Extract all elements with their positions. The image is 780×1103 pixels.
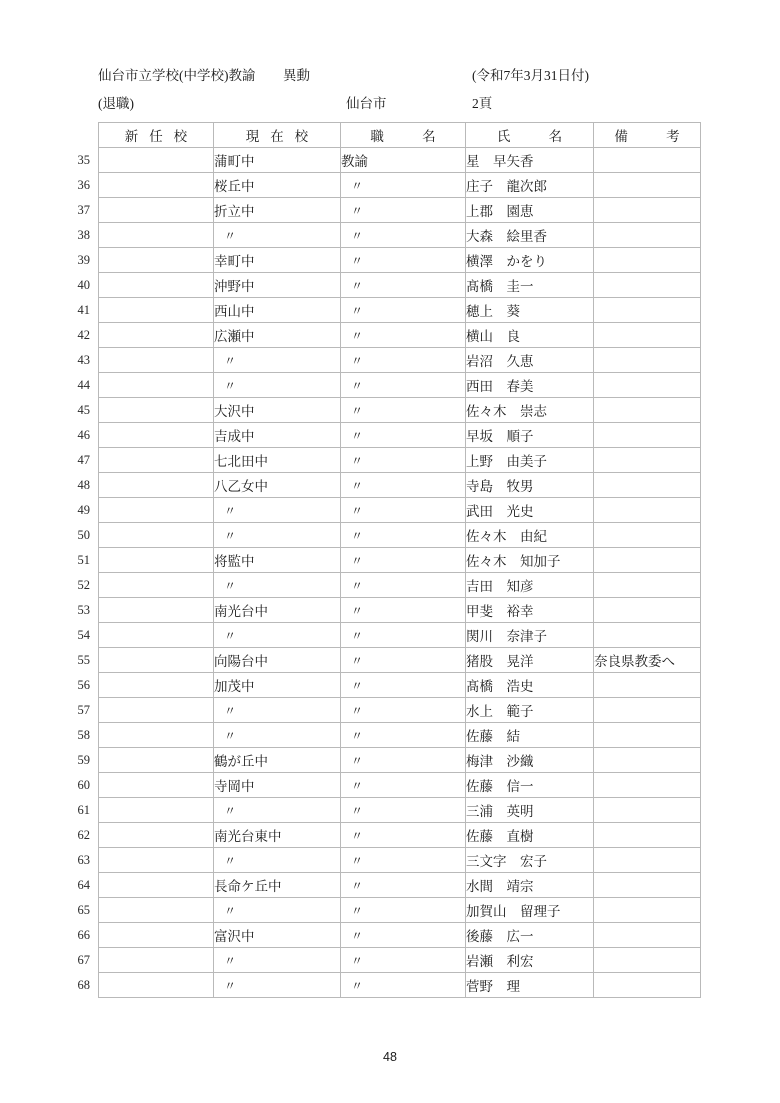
cell-name: 佐藤 信一	[466, 773, 594, 798]
row-number: 53	[77, 603, 90, 617]
cell-new-school	[99, 598, 214, 623]
cell-name: 佐藤 直樹	[466, 823, 594, 848]
cell-new-school	[99, 873, 214, 898]
cell-new-school	[99, 248, 214, 273]
cell-new-school	[99, 648, 214, 673]
cell-name: 早坂 順子	[466, 423, 594, 448]
cell-current-school: 長命ケ丘中	[214, 873, 341, 898]
row-number: 63	[77, 853, 90, 867]
cell-name: 後藤 広一	[466, 923, 594, 948]
cell-job-title: 〃	[341, 498, 466, 523]
cell-name: 穂上 葵	[466, 298, 594, 323]
cell-remarks	[594, 148, 701, 173]
row-number: 36	[77, 178, 90, 192]
cell-name: 佐々木 崇志	[466, 398, 594, 423]
cell-new-school	[99, 498, 214, 523]
cell-current-school: 大沢中	[214, 398, 341, 423]
cell-new-school	[99, 223, 214, 248]
column-header-job-title: 職 名	[341, 123, 466, 148]
cell-job-title: 〃	[341, 598, 466, 623]
cell-remarks	[594, 673, 701, 698]
cell-job-title: 〃	[341, 823, 466, 848]
cell-remarks	[594, 748, 701, 773]
table-header-row	[99, 123, 701, 148]
cell-current-school: 〃	[214, 898, 341, 923]
cell-remarks	[594, 948, 701, 973]
cell-remarks	[594, 773, 701, 798]
table-header	[99, 123, 701, 148]
sheet-page-label: 2頁	[472, 96, 493, 111]
cell-name: 寺島 牧男	[466, 473, 594, 498]
cell-name: 関川 奈津子	[466, 623, 594, 648]
row-number: 51	[77, 553, 90, 567]
table-row	[99, 323, 701, 348]
cell-new-school	[99, 748, 214, 773]
cell-remarks	[594, 498, 701, 523]
cell-remarks	[594, 898, 701, 923]
cell-current-school: 蒲町中	[214, 148, 341, 173]
cell-new-school	[99, 298, 214, 323]
cell-remarks	[594, 798, 701, 823]
cell-job-title: 〃	[341, 248, 466, 273]
effective-date: (令和7年3月31日付)	[472, 68, 589, 83]
status-label: (退職)	[98, 96, 134, 111]
table-row	[99, 523, 701, 548]
cell-remarks	[594, 848, 701, 873]
table-row	[99, 698, 701, 723]
row-number: 49	[77, 503, 90, 517]
cell-name: 梅津 沙織	[466, 748, 594, 773]
row-number: 40	[77, 278, 90, 292]
cell-current-school: 〃	[214, 623, 341, 648]
cell-remarks	[594, 923, 701, 948]
cell-job-title: 〃	[341, 423, 466, 448]
cell-new-school	[99, 548, 214, 573]
cell-current-school: 折立中	[214, 198, 341, 223]
column-header-current-school: 現 在 校	[214, 123, 341, 148]
cell-job-title: 〃	[341, 973, 466, 998]
cell-name: 庄子 龍次郎	[466, 173, 594, 198]
cell-name: 西田 春美	[466, 373, 594, 398]
table-body	[99, 148, 701, 998]
cell-new-school	[99, 623, 214, 648]
cell-current-school: 幸町中	[214, 248, 341, 273]
row-number: 56	[77, 678, 90, 692]
cell-remarks	[594, 198, 701, 223]
row-number: 60	[77, 778, 90, 792]
cell-name: 上野 由美子	[466, 448, 594, 473]
table-row	[99, 373, 701, 398]
cell-current-school: 西山中	[214, 298, 341, 323]
cell-job-title: 〃	[341, 473, 466, 498]
cell-remarks	[594, 698, 701, 723]
cell-current-school: 〃	[214, 498, 341, 523]
cell-job-title: 〃	[341, 623, 466, 648]
row-number: 38	[77, 228, 90, 242]
table-row	[99, 648, 701, 673]
cell-job-title: 〃	[341, 173, 466, 198]
row-number: 39	[77, 253, 90, 267]
cell-new-school	[99, 848, 214, 873]
cell-job-title: 〃	[341, 923, 466, 948]
cell-name: 佐藤 結	[466, 723, 594, 748]
cell-current-school: 南光台東中	[214, 823, 341, 848]
row-number: 47	[77, 453, 90, 467]
row-number: 48	[77, 478, 90, 492]
table-row	[99, 248, 701, 273]
table-row	[99, 273, 701, 298]
cell-current-school: 寺岡中	[214, 773, 341, 798]
cell-remarks	[594, 373, 701, 398]
row-number: 52	[77, 578, 90, 592]
cell-job-title: 〃	[341, 548, 466, 573]
cell-remarks	[594, 248, 701, 273]
cell-name: 吉田 知彦	[466, 573, 594, 598]
cell-new-school	[99, 423, 214, 448]
cell-current-school: 〃	[214, 348, 341, 373]
cell-job-title: 〃	[341, 348, 466, 373]
cell-name: 岩瀬 利宏	[466, 948, 594, 973]
cell-job-title: 〃	[341, 723, 466, 748]
cell-remarks	[594, 873, 701, 898]
table-row	[99, 973, 701, 998]
cell-current-school: 八乙女中	[214, 473, 341, 498]
row-number: 68	[77, 978, 90, 992]
table-row	[99, 148, 701, 173]
cell-remarks	[594, 348, 701, 373]
cell-job-title: 〃	[341, 273, 466, 298]
row-number: 50	[77, 528, 90, 542]
cell-current-school: 〃	[214, 373, 341, 398]
cell-current-school: 向陽台中	[214, 648, 341, 673]
cell-name: 加賀山 留理子	[466, 898, 594, 923]
cell-job-title: 〃	[341, 873, 466, 898]
row-number: 59	[77, 753, 90, 767]
cell-job-title: 〃	[341, 748, 466, 773]
row-number: 42	[77, 328, 90, 342]
document-title: 仙台市立学校(中学校)教諭	[98, 68, 256, 83]
page-footer	[0, 1050, 780, 1064]
cell-job-title: 〃	[341, 223, 466, 248]
cell-new-school	[99, 773, 214, 798]
row-number: 67	[77, 953, 90, 967]
cell-remarks	[594, 723, 701, 748]
cell-new-school	[99, 898, 214, 923]
table-row	[99, 673, 701, 698]
cell-current-school: 南光台中	[214, 598, 341, 623]
row-number: 55	[77, 653, 90, 667]
cell-current-school: 〃	[214, 223, 341, 248]
cell-remarks: 奈良県教委へ	[594, 648, 701, 673]
cell-job-title: 〃	[341, 373, 466, 398]
cell-current-school: 将監中	[214, 548, 341, 573]
municipality-label: 仙台市	[346, 96, 387, 111]
cell-job-title: 〃	[341, 898, 466, 923]
row-number-column	[28, 148, 90, 998]
table-row	[99, 498, 701, 523]
cell-remarks	[594, 448, 701, 473]
page-number: 48	[383, 1050, 397, 1064]
cell-new-school	[99, 823, 214, 848]
cell-remarks	[594, 548, 701, 573]
cell-new-school	[99, 523, 214, 548]
cell-remarks	[594, 273, 701, 298]
row-number: 41	[77, 303, 90, 317]
row-number: 35	[77, 153, 90, 167]
table-row	[99, 798, 701, 823]
cell-remarks	[594, 223, 701, 248]
table-row	[99, 773, 701, 798]
table-row	[99, 298, 701, 323]
cell-current-school: 〃	[214, 798, 341, 823]
cell-job-title: 〃	[341, 198, 466, 223]
cell-new-school	[99, 948, 214, 973]
row-number: 57	[77, 703, 90, 717]
cell-remarks	[594, 398, 701, 423]
cell-job-title: 〃	[341, 673, 466, 698]
cell-new-school	[99, 673, 214, 698]
row-number: 44	[77, 378, 90, 392]
cell-name: 横山 良	[466, 323, 594, 348]
cell-name: 菅野 理	[466, 973, 594, 998]
cell-name: 大森 絵里香	[466, 223, 594, 248]
table-row	[99, 623, 701, 648]
table-row	[99, 923, 701, 948]
header-line-2	[98, 90, 718, 118]
row-number: 43	[77, 353, 90, 367]
cell-name: 三浦 英明	[466, 798, 594, 823]
table-row	[99, 398, 701, 423]
row-number: 54	[77, 628, 90, 642]
cell-name: 甲斐 裕幸	[466, 598, 594, 623]
cell-current-school: 富沢中	[214, 923, 341, 948]
cell-current-school: 〃	[214, 848, 341, 873]
table-row	[99, 223, 701, 248]
table-row	[99, 873, 701, 898]
table-row	[99, 598, 701, 623]
document-header	[98, 62, 718, 118]
cell-name: 髙橋 圭一	[466, 273, 594, 298]
cell-name: 三文字 宏子	[466, 848, 594, 873]
cell-current-school: 〃	[214, 698, 341, 723]
table-row	[99, 548, 701, 573]
row-number: 58	[77, 728, 90, 742]
cell-current-school: 〃	[214, 523, 341, 548]
cell-remarks	[594, 323, 701, 348]
cell-job-title: 〃	[341, 773, 466, 798]
cell-name: 武田 光史	[466, 498, 594, 523]
row-number: 45	[77, 403, 90, 417]
table-row	[99, 473, 701, 498]
table-row	[99, 823, 701, 848]
table-row	[99, 348, 701, 373]
cell-new-school	[99, 698, 214, 723]
cell-remarks	[594, 423, 701, 448]
table-row	[99, 573, 701, 598]
cell-remarks	[594, 523, 701, 548]
cell-job-title: 〃	[341, 573, 466, 598]
cell-current-school: 〃	[214, 948, 341, 973]
cell-current-school: 吉成中	[214, 423, 341, 448]
cell-job-title: 〃	[341, 448, 466, 473]
table-row	[99, 423, 701, 448]
cell-name: 髙橋 浩史	[466, 673, 594, 698]
column-header-new-school: 新 任 校	[99, 123, 214, 148]
cell-new-school	[99, 798, 214, 823]
cell-name: 佐々木 知加子	[466, 548, 594, 573]
cell-current-school: 〃	[214, 723, 341, 748]
cell-current-school: 七北田中	[214, 448, 341, 473]
row-number: 37	[77, 203, 90, 217]
table-row	[99, 898, 701, 923]
cell-job-title: 〃	[341, 398, 466, 423]
table-row	[99, 748, 701, 773]
column-header-remarks: 備 考	[594, 123, 701, 148]
row-number: 61	[77, 803, 90, 817]
row-number: 66	[77, 928, 90, 942]
cell-current-school: 加茂中	[214, 673, 341, 698]
row-number: 65	[77, 903, 90, 917]
cell-new-school	[99, 148, 214, 173]
cell-new-school	[99, 923, 214, 948]
cell-current-school: 鶴が丘中	[214, 748, 341, 773]
cell-name: 水間 靖宗	[466, 873, 594, 898]
cell-name: 上郡 園恵	[466, 198, 594, 223]
table-row	[99, 948, 701, 973]
cell-name: 岩沼 久恵	[466, 348, 594, 373]
cell-job-title: 〃	[341, 523, 466, 548]
cell-current-school: 〃	[214, 973, 341, 998]
transfer-table-wrapper	[98, 122, 700, 998]
cell-remarks	[594, 473, 701, 498]
cell-job-title: 〃	[341, 798, 466, 823]
cell-current-school: 沖野中	[214, 273, 341, 298]
header-line-1	[98, 62, 718, 90]
cell-name: 横澤 かをり	[466, 248, 594, 273]
cell-current-school: 広瀬中	[214, 323, 341, 348]
cell-new-school	[99, 448, 214, 473]
cell-new-school	[99, 273, 214, 298]
row-number: 62	[77, 828, 90, 842]
table-row	[99, 848, 701, 873]
cell-remarks	[594, 623, 701, 648]
cell-remarks	[594, 973, 701, 998]
row-number: 64	[77, 878, 90, 892]
cell-current-school: 桜丘中	[214, 173, 341, 198]
cell-new-school	[99, 373, 214, 398]
cell-new-school	[99, 473, 214, 498]
cell-job-title: 〃	[341, 323, 466, 348]
cell-new-school	[99, 323, 214, 348]
cell-new-school	[99, 398, 214, 423]
transfer-table	[98, 122, 701, 998]
table-row	[99, 198, 701, 223]
cell-new-school	[99, 573, 214, 598]
cell-job-title: 〃	[341, 648, 466, 673]
cell-job-title: 〃	[341, 848, 466, 873]
cell-name: 佐々木 由紀	[466, 523, 594, 548]
cell-remarks	[594, 598, 701, 623]
cell-name: 水上 範子	[466, 698, 594, 723]
cell-new-school	[99, 198, 214, 223]
cell-name: 星 早矢香	[466, 148, 594, 173]
cell-remarks	[594, 573, 701, 598]
cell-job-title: 〃	[341, 698, 466, 723]
document-kind-label: 異動	[283, 68, 310, 83]
cell-new-school	[99, 723, 214, 748]
cell-job-title: 〃	[341, 298, 466, 323]
cell-remarks	[594, 173, 701, 198]
cell-job-title: 教諭	[341, 148, 466, 173]
cell-new-school	[99, 348, 214, 373]
column-header-name: 氏 名	[466, 123, 594, 148]
cell-job-title: 〃	[341, 948, 466, 973]
cell-current-school: 〃	[214, 573, 341, 598]
table-row	[99, 723, 701, 748]
table-row	[99, 448, 701, 473]
cell-new-school	[99, 173, 214, 198]
cell-remarks	[594, 823, 701, 848]
cell-new-school	[99, 973, 214, 998]
cell-name: 猪股 晃洋	[466, 648, 594, 673]
cell-remarks	[594, 298, 701, 323]
row-number: 46	[77, 428, 90, 442]
table-row	[99, 173, 701, 198]
